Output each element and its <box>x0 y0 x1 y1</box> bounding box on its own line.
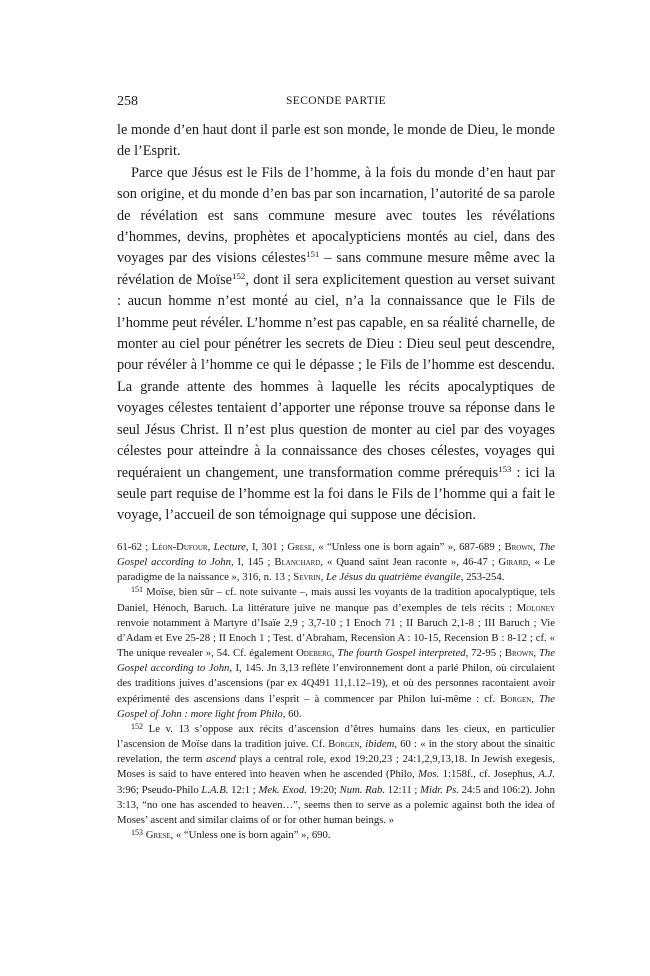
note-text: Moïse, bien sûr – cf. note suivante –, mais aussi les voyants de la tradition apocalyptique, tels Daniel, Hénoch, Baruch. La littérature juive ne manque pas d’exemples de tels récits : <box>117 586 555 614</box>
note-text: , « Quand saint Jean raconte », 46-47 ; <box>320 556 499 569</box>
note-text: plays a central role, exod 19:20,23 ; 24:1,2,9,13,18. In Jewish exegesis, Moses is said to have entered into heaven when he ascended (Philo, <box>117 753 555 781</box>
note-text: , <box>331 647 338 660</box>
work-title: Le Jésus du quatrième évangile <box>325 571 461 584</box>
author-name: Girard <box>498 556 528 569</box>
paragraph <box>117 163 555 527</box>
note-text: 3:96; Pseudo-Philo <box>117 783 202 796</box>
note-text: , 60. <box>282 707 302 720</box>
work-title: ibidem <box>365 738 395 751</box>
footnote-ref-151: 151 <box>306 249 320 260</box>
work-title: Mos. <box>418 768 440 781</box>
running-head: SECONDE PARTIE <box>285 95 386 107</box>
text-span: , dont il sera explicitement question au verset suivant : aucun homme n’est monté au ciel, n’a la connaissance que le Fils de l’homme peut révéler. L’homme n’est pas capable, en sa réalité charnelle, de monter au ciel pour pénétrer les secrets de Dieu : Dieu seul peut descendre, pour révéler à l’homme ce qui le dépasse ; le Fils de l’homme est descendu. La grande attente des hommes à laquelle les récits apocalyptiques de voyages célestes tentaient d’apporter une réponse trouve sa réponse dans le seul Jésus Christ. Il n’est plus question de monter au ciel par des voyages célestes pour atteindre à la connaissance des choses célestes, voyages qui requéraient un changement, une transformation comme prérequis <box>117 271 555 481</box>
note-text: 61-62 ; <box>117 541 152 553</box>
author-name: Borgen <box>328 738 360 751</box>
note-text: , I, 301 ; <box>245 541 288 553</box>
main-text <box>117 120 555 527</box>
note-text: , <box>320 571 326 584</box>
note-text: 1:158f., cf. Josephus, <box>439 768 539 781</box>
note-text: , <box>359 738 366 751</box>
author-name: Sevrin <box>293 571 321 584</box>
work-title: Lecture <box>213 541 246 553</box>
italic-term: ascend <box>206 753 236 766</box>
note-text: , <box>531 692 539 705</box>
paragraph-continued: le monde d’en haut dont il parle est son monde, le monde de Dieu, le monde de l’Esprit. <box>117 122 555 160</box>
footnote-number: 151 <box>131 585 144 595</box>
note-text: , « Le paradigme de la naissance », 316, n. 13 ; <box>117 556 555 584</box>
author-name: Borgen <box>500 692 532 705</box>
text-span: – sans commune mesure même avec la révélation de Moïse <box>117 250 556 288</box>
footnote-number: 153 <box>131 828 144 838</box>
footnote-ref-153: 153 <box>498 463 512 474</box>
note-text: Le v. 13 s’oppose aux récits d’ascension d’êtres humains dans les cieux, en particulier l’ascension de Moïse dans la tradition juive. Cf. <box>117 722 555 751</box>
footnote-continued <box>117 540 555 585</box>
work-title: The Gospel according to John <box>117 541 556 569</box>
author-name: Grese <box>287 541 313 553</box>
note-text: renvoie notamment à Martyre d’Isaïe 2,9 ; 3,7-10 ; I Enoch 71 ; II Baruch 2,1-8 ; III Baruch ; Vie d’Adam et Eve 25-28 ; II Enoch 1 ; Test. d’Abraham, Recension A : 10-15, Recension B : 8-12 ; cf. « The unique revealer », 54. Cf. également <box>117 616 555 660</box>
footnote-151 <box>117 585 555 721</box>
work-title: The Gospel of John : more light from Philo <box>117 692 556 720</box>
author-name: Grese <box>145 828 171 841</box>
author-name: Léon-Dufour <box>151 541 208 553</box>
note-text: 24:5 and 106:2). John 3:13, “no one has ascended to heaven…”, seems then to serve as a polemic against both the idea of Moses’ ascent and similar claims of or for other human beings. » <box>117 783 555 826</box>
author-name: Blanchard <box>274 556 321 569</box>
note-text: , <box>207 541 214 553</box>
note-text: , 72-95 ; <box>465 647 505 660</box>
note-text: , 60 : « in the story about the sinaitic revelation, the term <box>117 738 555 766</box>
text-span: : ici la seule part requise de l’homme est la foi dans le Fils de l’homme qui a fait le voyage, l’accueil de son témoignage qui suppose une décision. <box>117 464 555 524</box>
note-text: , I, 145. Jn 3,13 reflète l’environnement dont a parlé Philon, où circulaient des traditions juives d’ascensions (par ex 4Q491 11,1.12–19), et où des personnes racontaient avoir expérimenté des ascensions dans l’esprit – à commencer par Philon lui-même : cf. <box>117 662 555 705</box>
note-text: 12:11 ; <box>385 783 421 796</box>
author-name: Brown <box>504 647 534 660</box>
author-name: Odeberg <box>296 647 332 660</box>
footnote-ref-152: 152 <box>232 270 246 281</box>
work-title: L.A.B. <box>201 783 229 796</box>
note-text: , <box>533 647 539 660</box>
note-text: , « “Unless one is born again” », 687-689 ; <box>312 541 505 553</box>
footnote-153 <box>117 828 555 843</box>
work-title: A.J. <box>538 768 555 781</box>
work-title: The fourth Gospel interpreted <box>337 647 466 660</box>
work-title: Midr. Ps. <box>420 783 459 796</box>
footnotes <box>117 540 555 843</box>
note-text: , « “Unless one is born again” », 690. <box>170 828 331 841</box>
page-number: 258 <box>117 94 138 109</box>
work-title: Mek. Exod. <box>258 783 307 796</box>
work-title: Num. Rab. <box>339 783 386 796</box>
page-header <box>117 94 555 112</box>
note-text: 12:1 ; <box>228 783 259 796</box>
note-text: , 253-254. <box>460 571 505 584</box>
note-text: , I, 145 ; <box>230 556 275 569</box>
author-name: Moloney <box>516 601 555 614</box>
author-name: Brown <box>504 541 533 553</box>
text-span: Parce que Jésus est le Fils de l’homme, à la fois du monde d’en haut par son origine, et du monde d’en bas par son incarnation, l’autorité de sa parole de révélation est sans commune mesure avec toutes les révélations d’hommes, devins, prophètes et apocalypticiens montés au ciel, dans des voyages par des visions célestes <box>117 164 555 267</box>
work-title: The Gospel according to John <box>117 647 556 675</box>
note-text: 19:20; <box>306 783 340 796</box>
note-text: , <box>532 541 540 553</box>
footnote-152 <box>117 722 555 828</box>
footnote-number: 152 <box>131 722 144 732</box>
